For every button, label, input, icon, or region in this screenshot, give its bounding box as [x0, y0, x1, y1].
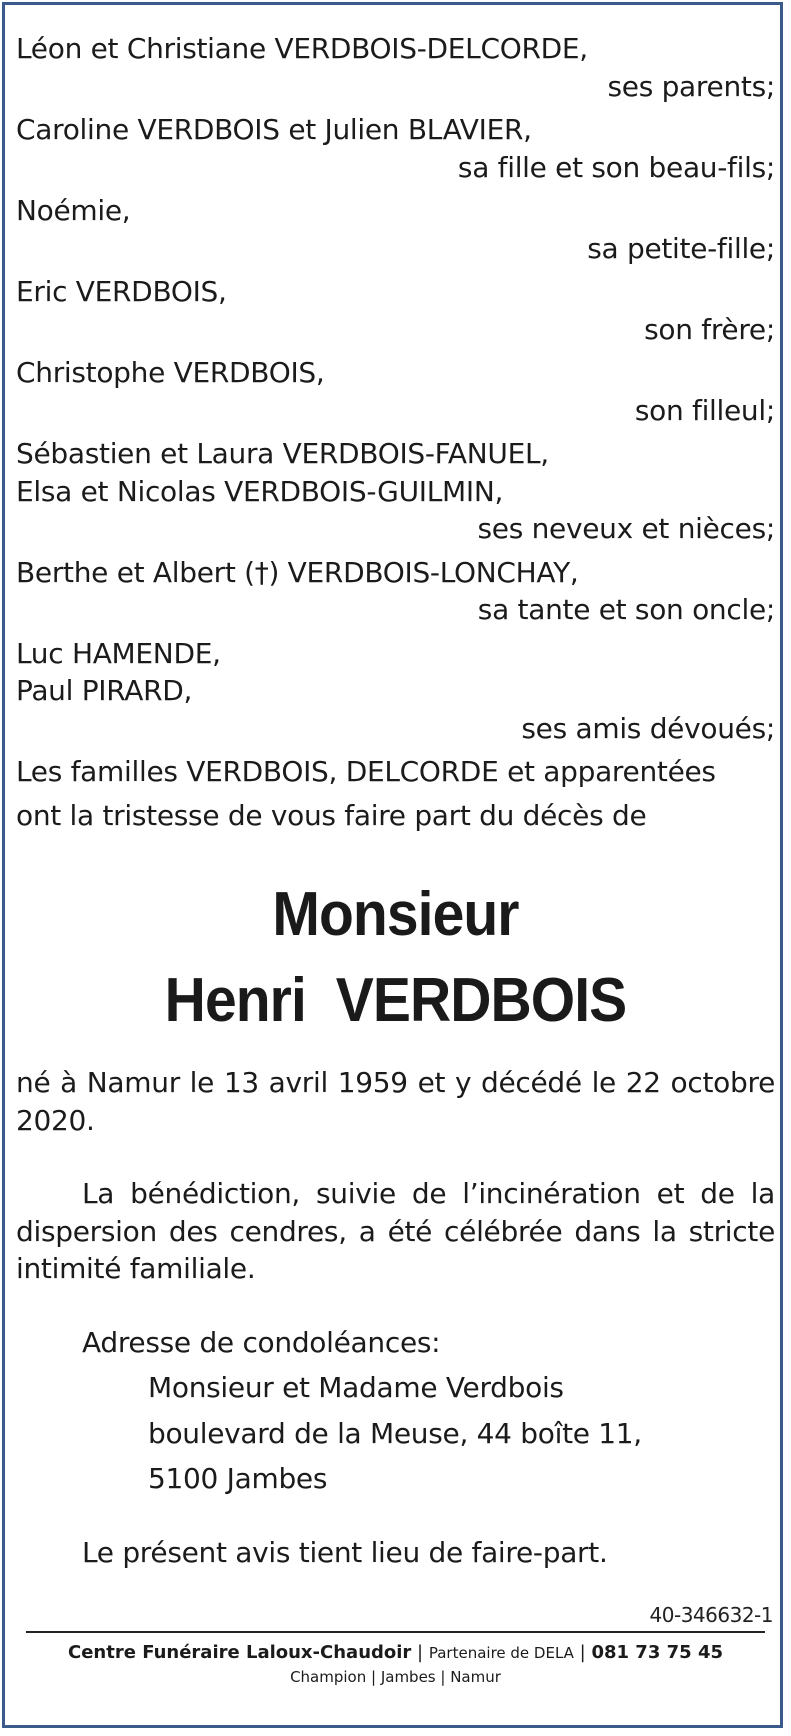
family-relation: son frère; [644, 312, 775, 346]
funeral-home-name: Centre Funéraire Laloux-Chaudoir [68, 1642, 412, 1663]
family-relation: ses neveux et nièces; [477, 512, 775, 545]
intro-line: ont la tristesse de vous faire part du décès de [16, 798, 647, 832]
family-entry [16, 354, 775, 429]
condolences-label: Adresse de condoléances: [82, 1325, 441, 1359]
family-names: Luc HAMENDE, [16, 636, 221, 670]
family-entry [16, 635, 775, 748]
intro-line: Les familles VERDBOIS, DELCORDE et apparentées [16, 755, 716, 788]
family-relation: ses amis dévoués; [521, 711, 775, 745]
family-names: Caroline VERDBOIS et Julien BLAVIER, [16, 113, 532, 146]
family-names: Paul PIRARD, [16, 674, 193, 707]
family-relation: sa tante et son oncle; [477, 593, 775, 626]
phone-number: 081 73 75 45 [591, 1642, 723, 1663]
family-entry [16, 273, 775, 348]
family-entry [16, 111, 775, 186]
condolences-address-line: Monsieur et Madame Verdbois [148, 1371, 564, 1404]
family-relation: son filleul; [634, 393, 775, 427]
family-entry [16, 192, 775, 267]
reference-number: 40-346632-1 [649, 1603, 773, 1627]
family-names: Sébastien et Laura VERDBOIS-FANUEL, [16, 437, 549, 470]
family-entry [16, 30, 775, 105]
family-relation: sa fille et son beau-fils; [457, 150, 775, 184]
separator: | [579, 1642, 586, 1663]
partner-text: Partenaire de DELA [428, 1644, 574, 1662]
condolences-address-line: 5100 Jambes [148, 1462, 328, 1495]
footer-locations: Champion | Jambes | Namur [290, 1668, 501, 1686]
family-names: Noémie, [16, 194, 131, 227]
birth-death-text: né à Namur le 13 avril 1959 et y décédé le 22 octobre 2020. [16, 1066, 775, 1137]
separator: | [417, 1642, 424, 1663]
deceased-name-block [46, 872, 744, 1044]
deceased-name: Henri VERDBOIS [164, 966, 627, 1035]
deceased-title: Monsieur [272, 880, 519, 949]
family-entry [16, 554, 775, 629]
family-entry [16, 435, 775, 548]
footer-divider [26, 1631, 765, 1633]
family-names: Christophe VERDBOIS, [16, 356, 325, 389]
closing-text: Le présent avis tient lieu de faire-part. [82, 1535, 608, 1569]
family-relation: sa petite-fille; [587, 231, 775, 265]
obituary-content [16, 30, 775, 1571]
condolences-address-line: boulevard de la Meuse, 44 boîte 11, [148, 1416, 642, 1450]
family-names: Elsa et Nicolas VERDBOIS-GUILMIN, [16, 474, 504, 508]
footer-line [0, 1642, 791, 1663]
family-names: Léon et Christiane VERDBOIS-DELCORDE, [16, 32, 588, 65]
family-names: Eric VERDBOIS, [16, 275, 227, 308]
family-names: Berthe et Albert (†) VERDBOIS-LONCHAY, [16, 555, 579, 589]
family-relation: ses parents; [607, 69, 775, 103]
ceremony-text: La bénédiction, suivie de l’incinération et de la dispersion des cendres, a été célébrée dans la stricte intimité familiale. [16, 1177, 775, 1285]
